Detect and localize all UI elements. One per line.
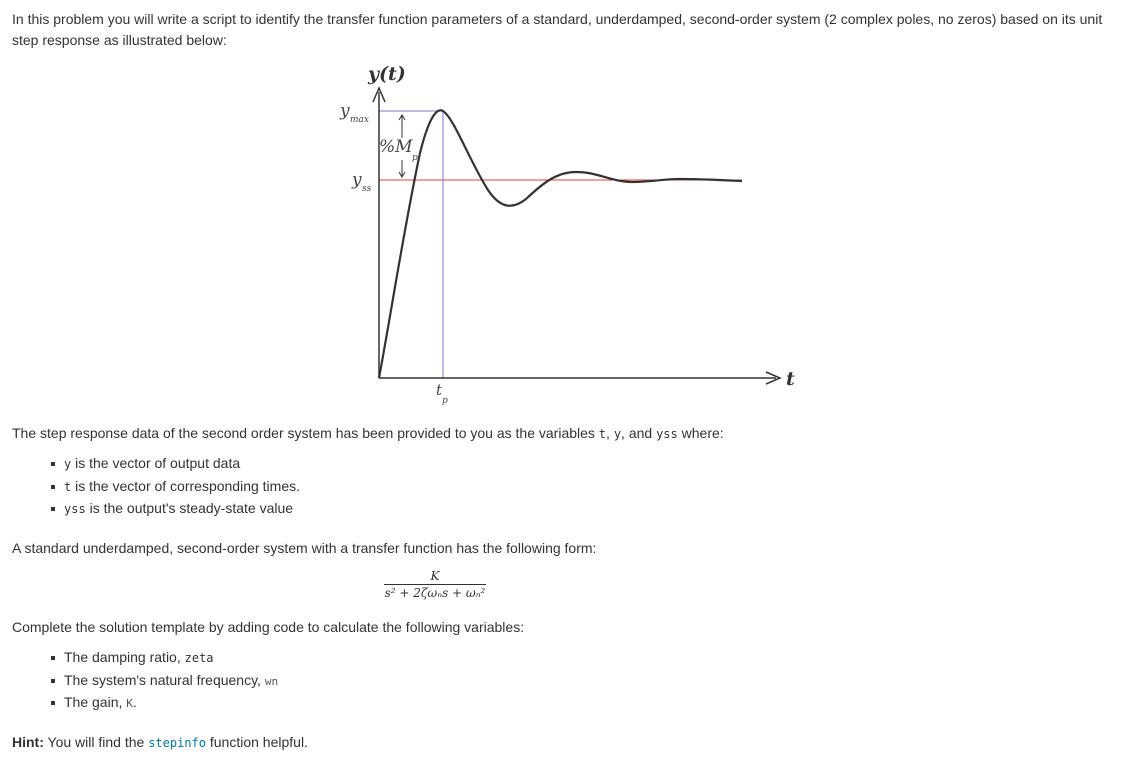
step-response-curve — [379, 110, 742, 378]
output-variables-list — [0, 647, 278, 715]
peak-time-subscript: p — [442, 396, 448, 406]
list-item: t is the vector of corresponding times. — [64, 476, 300, 499]
hint-paragraph: Hint: You will find the stepinfo function helpful. — [12, 734, 308, 750]
intro-paragraph: In this problem you will write a script to identify the transfer function parameters of a standard, underdamped, second-order system (2 complex poles, no zeros) based on its unit step response as illustrated below: — [12, 11, 1103, 48]
step-response-figure — [330, 58, 800, 410]
y-ss-label: y — [352, 170, 362, 190]
peak-time-label: t — [436, 381, 443, 399]
list-item: The gain, K. — [64, 692, 278, 715]
list-item: y is the vector of output data — [64, 453, 300, 476]
list-item: The system's natural frequency, wn — [64, 670, 278, 693]
x-axis-label: t — [786, 368, 795, 390]
transfer-function-equation — [383, 568, 487, 601]
stepinfo-link[interactable]: stepinfo — [148, 736, 206, 750]
data-variables-list — [0, 453, 300, 521]
y-axis-label: y(t) — [368, 63, 406, 85]
list-item: yss is the output's steady-state value — [64, 498, 300, 521]
var-yss: yss — [656, 427, 678, 441]
y-max-subscript: max — [350, 115, 369, 125]
y-max-label: y — [340, 101, 350, 121]
transfer-function-intro: A standard underdamped, second-order system with a transfer function has the following form: — [12, 540, 597, 556]
y-ss-subscript: ss — [362, 184, 372, 194]
overshoot-subscript: p — [412, 153, 418, 163]
tf-denominator: s² + 2ζωₙs + ωₙ² — [384, 586, 486, 600]
var-y: y — [613, 427, 622, 441]
list-item: The damping ratio, zeta — [64, 647, 278, 670]
hint-label: Hint: — [12, 734, 44, 750]
tf-numerator: K — [430, 569, 440, 583]
var-t: t — [598, 427, 607, 441]
data-description: The step response data of the second order system has been provided to you as the variables t, y, and yss where: — [12, 425, 724, 441]
overshoot-label: %M — [379, 137, 413, 157]
instructions-paragraph: Complete the solution template by adding code to calculate the following variables: — [12, 619, 525, 635]
